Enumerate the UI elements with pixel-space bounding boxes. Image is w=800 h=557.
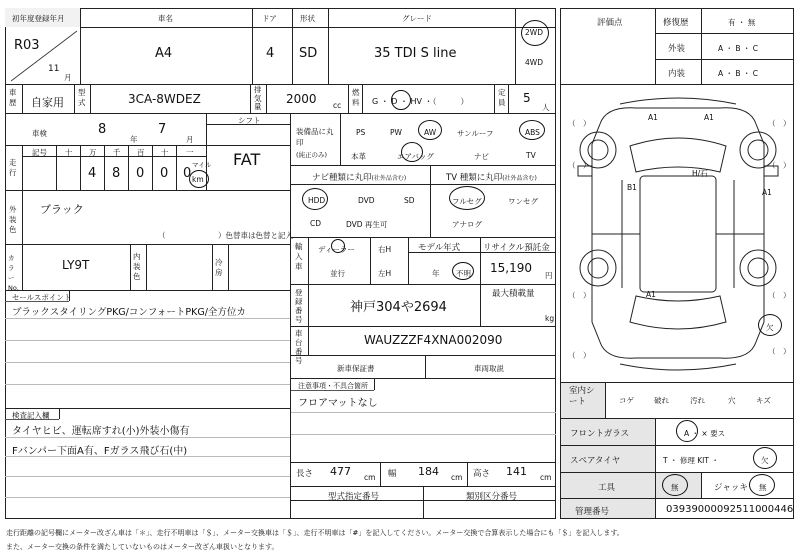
max-load-label: 最大積載量 — [492, 289, 535, 299]
fuel-circle — [391, 90, 411, 110]
jack-label: ジャッキ — [714, 483, 748, 493]
first-reg-label: 初年度登録年月 — [12, 14, 65, 23]
drive-2wd: 2WD — [525, 28, 543, 37]
repair-value: 有 ・ 無 — [728, 18, 756, 27]
damage-mark: H/石 — [692, 169, 708, 178]
equip-airbag: エアバッグ — [397, 152, 434, 161]
inspector-label: 検査記入欄 — [12, 411, 50, 420]
import-right-h: 右H — [378, 245, 392, 254]
damage-mark: A1 — [648, 113, 658, 122]
sales-point-label: セールスポイント — [12, 293, 72, 302]
tv-oneseg: ワンセグ — [508, 197, 538, 206]
grade-label: グレード — [402, 14, 432, 23]
notes-label: 注意事項・不具合箇所 — [298, 382, 368, 390]
interior-label: 内装 — [668, 69, 686, 79]
equip-aw: AW — [424, 128, 437, 137]
body-shape: SD — [299, 46, 318, 61]
car-name-label: 車名 — [158, 14, 173, 23]
seat-option: 汚れ — [690, 396, 705, 405]
damage-mark: A1 — [646, 290, 656, 299]
mileage-unit-mile: マイル — [192, 161, 212, 169]
interior-color-label: 内装色 — [133, 252, 141, 281]
tv-title: TV 種類に丸印(社外品含む) — [446, 173, 537, 183]
dealer-circle — [331, 239, 345, 253]
spare-label: スペアタイヤ — [570, 456, 621, 466]
warranty-manual: 車両取説 — [474, 364, 504, 373]
damage-mark: B1 — [627, 183, 637, 192]
height-unit: cm — [540, 473, 552, 482]
jack-circle — [749, 474, 775, 496]
windshield-circle — [676, 420, 698, 442]
mileage-header-3: 千 — [113, 148, 121, 157]
tools-circle — [662, 474, 688, 496]
tv-analog: アナログ — [452, 220, 482, 229]
fuel-options: G ・ D ・ HV ・（ ） — [372, 97, 469, 106]
displacement-label: 排気量 — [254, 85, 262, 111]
first-reg-month: 11 — [48, 64, 60, 74]
unknown-circle — [452, 262, 474, 280]
inspection-year-unit: 年 — [130, 135, 138, 144]
class-label: 類別区分番号 — [466, 492, 518, 502]
kubun: 自家用 — [31, 96, 64, 109]
drive-4wd: 4WD — [525, 58, 543, 67]
mileage-header-1: 十 — [65, 148, 73, 157]
paren-mark: （ ） — [768, 291, 791, 300]
warranty-new-car: 新車保証書 — [337, 364, 375, 373]
registration-value: 神戸304や2694 — [350, 300, 447, 315]
inspection-month: 7 — [158, 122, 167, 137]
recycle-value: 15,190 — [490, 261, 532, 275]
import-label: 輸入車 — [295, 242, 303, 271]
mileage-digit: 0 — [183, 166, 192, 181]
model-code: 3CA-8WDEZ — [128, 92, 201, 106]
mileage-digit: 8 — [112, 166, 121, 181]
management-label: 管理番号 — [575, 507, 610, 517]
tools-value: 無 — [671, 483, 679, 492]
displacement-unit: cc — [333, 101, 342, 110]
model-year-unit: 年 — [432, 269, 440, 278]
paren-mark: （ ） — [768, 119, 791, 128]
equip-navi: ナビ — [474, 152, 489, 161]
notes-text: フロアマットなし — [298, 398, 378, 409]
nav-dvd: DVD — [358, 196, 375, 205]
sales-point-text: ブラックスタイリングPKG/コンフォートPKG/全方位カ — [12, 307, 246, 318]
car-name: A4 — [155, 46, 173, 61]
seat-label: 室内シート — [569, 386, 595, 407]
seat-option: 穴 — [728, 396, 736, 405]
door-label: ドア — [262, 14, 277, 23]
paren-mark: （ ） — [568, 161, 591, 170]
nav-sd: SD — [404, 196, 415, 205]
missing-mark: 欠 — [766, 323, 774, 332]
paren-mark: （ ） — [768, 161, 791, 170]
cold-label: 冷房 — [215, 258, 223, 277]
equip-ps: PS — [356, 128, 366, 137]
width-label: 幅 — [388, 469, 397, 479]
abs-circle — [519, 120, 545, 140]
nav-title: ナビ種類に丸印(社外品含む) — [312, 173, 407, 183]
equip-leather: 本革 — [351, 152, 366, 161]
kubun-label: 車歴 — [9, 88, 17, 107]
color-no-label: カラーNo. — [8, 254, 19, 292]
mileage-label: 走行 — [9, 158, 17, 177]
recycle-label: リサイクル預託金 — [483, 243, 550, 253]
height-value: 141 — [506, 465, 527, 478]
equipment-label: 装備品に丸印 — [296, 127, 334, 147]
mileage-digit: 0 — [160, 166, 169, 181]
shift-value: FAT — [233, 150, 261, 169]
designation-label: 型式指定番号 — [328, 492, 380, 502]
score-label: 評価点 — [597, 18, 623, 28]
equip-sunroof: サンルーフ — [457, 129, 494, 138]
footer-note-2: また、メーター交換の条件を満たしていないものはメーター改ざん車扱いとなります。 — [6, 543, 279, 551]
mileage-header-2: 万 — [89, 148, 97, 157]
width-value: 184 — [418, 465, 439, 478]
mileage-digit: 4 — [88, 166, 97, 181]
spare-missing: 欠 — [761, 456, 769, 465]
import-dealer: ディーラー — [318, 245, 355, 254]
color-value: ブラック — [40, 203, 84, 216]
length-label: 長さ — [296, 469, 314, 479]
spare-value: T ・ 修理 KIT ・ — [663, 456, 719, 465]
nav-hdd: HDD — [308, 196, 326, 205]
car-diagram — [560, 84, 794, 382]
interior-value: A ・ B ・ C — [718, 69, 759, 78]
airbag-circle — [401, 142, 423, 162]
mileage-digit: 0 — [136, 166, 145, 181]
chassis-value: WAUZZZF4XNA002090 — [364, 333, 503, 347]
paren-mark: （ ） — [568, 119, 591, 128]
fuel-label: 燃料 — [352, 88, 360, 107]
tools-label: 工具 — [598, 483, 616, 493]
length-unit: cm — [364, 473, 376, 482]
width-unit: cm — [451, 473, 463, 482]
equipment-sub: (純正のみ) — [296, 151, 328, 159]
door-count: 4 — [266, 46, 275, 61]
windshield-label: フロントガラス — [570, 429, 629, 439]
hdd-circle — [302, 188, 328, 210]
nav-cd: CD — [310, 219, 322, 228]
shift-label: シフト — [238, 116, 261, 125]
footer-note-1: 走行距離の記号欄にメーター改ざん車は「＊」、走行不明車は「＄」、メーター交換車は「＄」、走行不明車は「#」を記入してください。メーター交換で合算表示した場合にも「＄」を記入します。 — [6, 529, 624, 537]
color-no: LY9T — [62, 258, 90, 272]
grade: 35 TDI S line — [374, 46, 457, 61]
first-reg-month-unit: 月 — [64, 73, 72, 82]
model-label: 型式 — [78, 88, 86, 107]
paren-mark: （ ） — [568, 291, 591, 300]
recycle-unit: 円 — [545, 271, 553, 280]
exterior-value: A ・ B ・ C — [718, 44, 759, 53]
jack-value: 無 — [759, 483, 767, 492]
exterior-label: 外装 — [668, 44, 686, 54]
paren-mark: （ ） — [768, 347, 791, 356]
shape-label: 形状 — [300, 14, 315, 23]
equip-tv: TV — [526, 151, 536, 160]
import-parallel: 並行 — [330, 269, 345, 278]
aw-circle — [418, 120, 442, 140]
registration-label: 登録番号 — [295, 288, 303, 324]
nav-dvd-play: DVD 再生可 — [346, 220, 388, 229]
equip-abs: ABS — [525, 128, 540, 137]
mileage-header-0: 記号 — [32, 148, 47, 157]
inspection-label: 車検 — [32, 129, 47, 138]
equip-pw: PW — [390, 128, 402, 137]
fullseg-circle — [449, 186, 485, 210]
inspector-line-2: Fバンパー下面A有、Fガラス飛び石(中) — [12, 446, 188, 457]
seat-option: コゲ — [619, 396, 634, 405]
tv-fullseg: フルセグ — [452, 197, 482, 206]
first-reg-year: R03 — [14, 38, 40, 53]
damage-mark: A1 — [762, 188, 772, 197]
height-label: 高さ — [473, 469, 491, 479]
max-load-unit: kg — [545, 314, 555, 323]
inspection-year: 8 — [98, 122, 107, 137]
import-left-h: 左H — [378, 269, 392, 278]
mileage-header-4: 百 — [137, 148, 145, 157]
repair-label: 修復歴 — [663, 18, 689, 28]
inspector-line-1: タイヤヒビ、運転席すれ(小)外装小傷有 — [12, 426, 190, 437]
mileage-header-6: 一 — [186, 148, 194, 157]
color-label: 外装色 — [9, 205, 17, 234]
capacity: 5 — [523, 91, 531, 105]
damage-mark: A1 — [704, 113, 714, 122]
inspection-month-unit: 月 — [186, 135, 194, 144]
management-value: 03939000092511000446 — [666, 504, 794, 515]
capacity-label: 定員 — [498, 88, 506, 107]
windshield-value: A ・ × 要ス — [684, 429, 726, 438]
length-value: 477 — [330, 465, 351, 478]
missing-circle — [758, 314, 782, 336]
paren-mark: （ ） — [568, 351, 591, 360]
mileage-header-5: 十 — [161, 148, 169, 157]
model-year-unknown: 不明 — [456, 269, 471, 278]
model-year-label: モデル年式 — [418, 243, 461, 253]
seat-option: キズ — [756, 396, 771, 405]
capacity-unit: 人 — [542, 103, 550, 112]
displacement: 2000 — [286, 92, 317, 106]
spare-circle — [753, 447, 777, 469]
chassis-label: 車台番号 — [295, 329, 303, 365]
color-note: （ ）色替車は色替と記入 — [158, 231, 293, 240]
mileage-unit-km: km — [192, 175, 204, 184]
seat-option: 破れ — [654, 396, 669, 405]
